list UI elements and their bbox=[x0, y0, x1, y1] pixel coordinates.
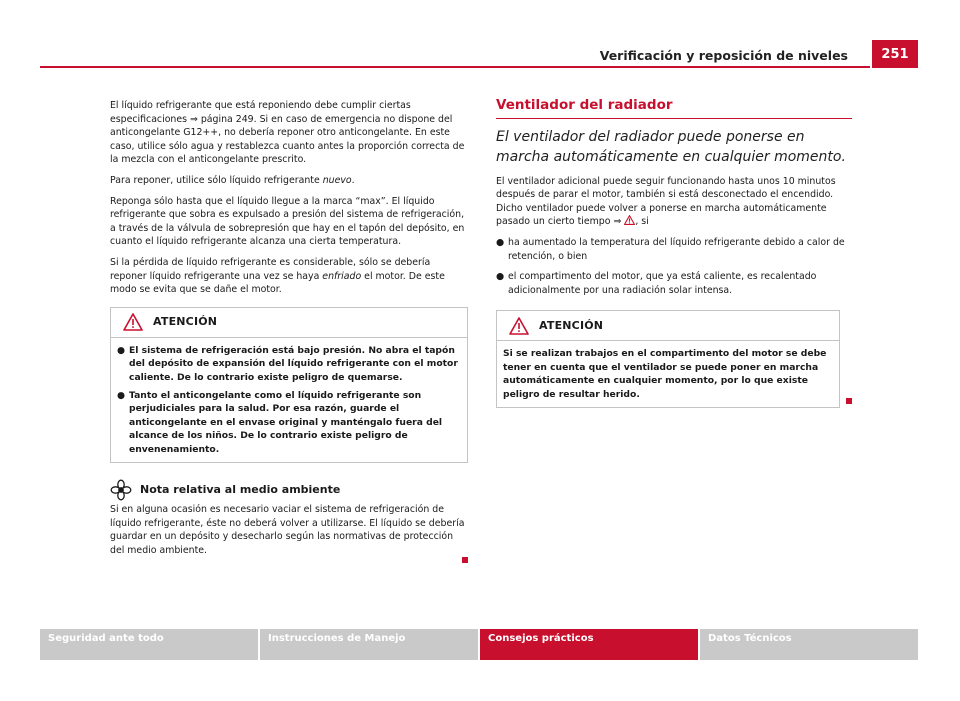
left-paragraph-3: Reponga sólo hasta que el líquido llegue a la marca “max”. El líquido refrigerante que sobra es expulsado a presión del sistema de refrigeración, a través de la válvula de sobrepresión que hay en el tapón del depósito, en cuanto el líquido refrigerante alcanza una cierta temperatura. bbox=[110, 195, 465, 248]
bullet-mark: ● bbox=[117, 389, 126, 401]
bullet-mark: ● bbox=[117, 344, 126, 356]
environment-note-title: Nota relativa al medio ambiente bbox=[140, 483, 341, 497]
flower-environment-icon bbox=[110, 479, 132, 501]
bullet-mark: ● bbox=[496, 271, 505, 283]
warning-item: ● El sistema de refrigeración está bajo presión. No abra el tapón del depósito de expansión del líquido refrigerante con el motor caliente. De lo contrario existe peligro de quemarse. bbox=[117, 344, 458, 383]
left-paragraph-4: Si la pérdida de líquido refrigerante es considerable, sólo se debería reponer líquido refrigerante una vez se haya enfriado el motor. De este modo se evita que se dañe el motor. bbox=[110, 256, 445, 296]
tab-datos[interactable]: Datos Técnicos bbox=[700, 629, 918, 660]
tab-consejos[interactable]: Consejos prácticos bbox=[480, 629, 698, 660]
warning-header bbox=[111, 308, 467, 338]
warning-triangle-icon bbox=[509, 317, 529, 335]
environment-note-header bbox=[110, 479, 468, 501]
section-end-marker bbox=[462, 557, 468, 563]
right-paragraph-1: El ventilador adicional puede seguir funcionando hasta unos 10 minutos después de parar el motor, también si está desconectado el encendido. Dicho ventilador puede volver a ponerse en marcha automáticamente pasado un cierto tiempo ⇒ , si bbox=[496, 175, 836, 228]
warning-title: ATENCIÓN bbox=[539, 319, 604, 333]
section-subtitle: El ventilador del radiador puede ponerse en marcha automáticamente en cualquier momento. bbox=[496, 128, 846, 165]
warning-box-left bbox=[110, 307, 468, 463]
warning-body bbox=[497, 341, 839, 407]
warning-box-right bbox=[496, 310, 840, 408]
warning-body bbox=[111, 338, 467, 462]
section-end-marker bbox=[846, 398, 852, 404]
left-column bbox=[110, 99, 468, 568]
inline-warning-icon bbox=[624, 215, 635, 225]
warning-item: ● Tanto el anticongelante como el líquido refrigerante son perjudiciales para la salud. Por esa razón, guarde el anticongelante en el envase original y manténgalo fuera del alcance de los niños. De lo contrario existe peligro de envenenamiento. bbox=[117, 389, 443, 455]
environment-note-text: Si en alguna ocasión es necesario vaciar el sistema de refrigeración de líquido refrigerante, éste no deberá volver a utilizarse. El líquido se debería guardar en un depósito y desecharlo según las normativas de protección del medio ambiente. bbox=[110, 503, 465, 556]
page-number: 251 bbox=[872, 40, 918, 68]
right-column bbox=[496, 99, 852, 408]
left-paragraph-2: Para reponer, utilice sólo líquido refrigerante nuevo. bbox=[110, 174, 355, 186]
header-rule bbox=[40, 66, 870, 68]
emphasis-nuevo: nuevo bbox=[322, 174, 352, 186]
footer-nav bbox=[40, 629, 918, 660]
section-title: Ventilador del radiador bbox=[496, 99, 852, 119]
tab-seguridad[interactable]: Seguridad ante todo bbox=[40, 629, 258, 660]
left-paragraph-1: El líquido refrigerante que está reponiendo debe cumplir ciertas especificaciones ⇒ página 249. Si en caso de emergencia no dispone del anticongelante G12++, no debería reponer otro anticongelante. En este caso, utilice sólo agua y restablezca cuanto antes la proporción correcta de la mezcla con el anticongelante prescrito. bbox=[110, 100, 465, 166]
warning-header bbox=[497, 311, 839, 341]
list-item: ● el compartimento del motor, que ya está caliente, es recalentado adicionalmente por una radiación solar intensa. bbox=[496, 271, 817, 296]
list-item: ● ha aumentado la temperatura del líquido refrigerante debido a calor de retención, o bien bbox=[496, 236, 845, 262]
warning-text: Si se realizan trabajos en el compartimento del motor se debe tener en cuenta que el ventilador se puede poner en marcha automáticamente en cualquier momento, por lo que existe peligro de resultar herido. bbox=[503, 348, 827, 400]
tab-instrucciones[interactable]: Instrucciones de Manejo bbox=[260, 629, 478, 660]
warning-title: ATENCIÓN bbox=[153, 315, 218, 329]
page-header-title: Verificación y reposición de niveles bbox=[599, 48, 848, 63]
emphasis-enfriado: enfriado bbox=[322, 270, 362, 282]
warning-triangle-icon bbox=[123, 313, 143, 331]
bullet-mark: ● bbox=[496, 236, 505, 248]
